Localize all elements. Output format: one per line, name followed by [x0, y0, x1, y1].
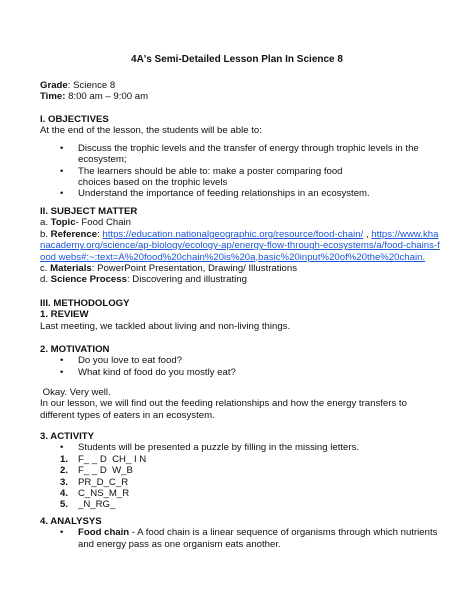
okay-text: Okay. Very well.	[40, 387, 111, 398]
grade-value: : Science 8	[67, 80, 116, 91]
analysis-item	[40, 527, 448, 550]
materials-prefix: c.	[40, 263, 51, 275]
subject-matter-section	[40, 206, 440, 286]
review-heading: 1. REVIEW	[40, 309, 89, 321]
topic-line	[40, 217, 440, 228]
analysis-term: Food chain	[78, 527, 130, 539]
puzzle-text: C_NS_M_R	[78, 488, 130, 500]
topic-label: Topic	[50, 217, 76, 229]
motivation-section	[40, 344, 440, 378]
methodology-section	[40, 298, 440, 332]
puzzle-number: 3.	[60, 476, 69, 488]
topic-prefix: a.	[40, 217, 51, 229]
objectives-intro: At the end of the lesson, the students will be able to:	[40, 125, 262, 137]
objectives-section	[40, 114, 440, 200]
materials-line	[40, 263, 440, 274]
puzzle-text: F_ _ D CH_ I N	[78, 453, 147, 465]
reference-line	[40, 229, 440, 263]
objective-item: • Discuss the trophic levels and the transfer of energy through trophic levels in the ecosystem;	[40, 143, 440, 166]
objective-item: • The learners should be able to: make a poster comparing food choices based on the trophic levels	[40, 166, 368, 189]
reference-link-natgeo[interactable]: https://education.nationalgeographic.org/resource/food-chain/	[102, 228, 364, 240]
process-line	[40, 274, 440, 285]
topic-value: - Food Chain	[75, 217, 132, 229]
grade-label: Grade	[40, 80, 68, 91]
analysis-heading: 4. ANALYSYS	[40, 516, 102, 527]
activity-section	[40, 431, 440, 511]
time-value: 8:00 am – 9:00 am	[65, 91, 149, 103]
puzzle-item	[40, 499, 440, 510]
puzzle-text: F_ _ D W_B	[78, 465, 133, 477]
reference-link-khan[interactable]: https://www.khanacademy.org/science/ap-biology/ecology-ap/energy-flow-through-ecosystems/a/food-chains-food webs#:~:text=A%20food%20chain%20is%20a,basic%20input%20of%20the%20chain.	[40, 228, 440, 263]
subject-heading: II. SUBJECT MATTER	[40, 206, 138, 217]
puzzle-text: PR_D_C_R	[78, 476, 129, 488]
puzzle-item	[40, 477, 440, 488]
motivation-item: • Do you love to eat food?	[40, 355, 440, 366]
motivation-item: • What kind of food do you mostly eat?	[40, 367, 440, 378]
process-label: Science Process	[50, 274, 127, 286]
process-prefix: d.	[40, 274, 51, 286]
puzzle-number: 4.	[60, 488, 69, 500]
objective-item: • Understand the importance of feeding relationships in an ecosystem.	[40, 188, 440, 199]
reference-mid: ,	[363, 228, 369, 240]
activity-heading: 3. ACTIVITY	[40, 431, 95, 442]
activity-intro: • Students will be presented a puzzle by filling in the missing letters.	[40, 442, 440, 453]
analysis-text: - A food chain is a linear sequence of organisms through which nutrients and energy pass as one organism eats another.	[78, 527, 438, 550]
puzzle-item	[40, 465, 440, 476]
methodology-heading: III. METHODOLOGY	[40, 298, 130, 309]
reference-prefix: b.	[40, 228, 51, 240]
lesson-text: In our lesson, we will find out the feeding relationships and how the energy transfers to different types of eaters in an ecosystem.	[40, 398, 407, 421]
lesson-meta	[40, 80, 148, 103]
grade-line	[40, 80, 148, 91]
puzzle-text: _N_RG_	[78, 499, 116, 511]
motivation-heading: 2. MOTIVATION	[40, 344, 110, 355]
materials-label: Materials	[50, 263, 92, 275]
page-title: 4A's Semi-Detailed Lesson Plan In Science 8	[131, 54, 343, 65]
puzzle-number: 2.	[60, 465, 69, 477]
review-text: Last meeting, we tackled about living and non-living things.	[40, 320, 291, 332]
puzzle-item	[40, 454, 440, 465]
reference-label: Reference	[50, 228, 98, 240]
time-line	[40, 91, 148, 102]
puzzle-item	[40, 488, 440, 499]
puzzle-number: 5.	[60, 499, 69, 511]
reference-sep: :	[97, 228, 103, 240]
analysis-section	[40, 516, 440, 550]
objectives-heading: I. OBJECTIVES	[40, 114, 109, 125]
materials-value: : PowerPoint Presentation, Drawing/ Illustrations	[91, 263, 298, 275]
lesson-intro	[40, 387, 440, 421]
process-value: : Discovering and illustrating	[126, 274, 247, 286]
puzzle-number: 1.	[60, 453, 69, 465]
time-label: Time:	[40, 91, 66, 103]
